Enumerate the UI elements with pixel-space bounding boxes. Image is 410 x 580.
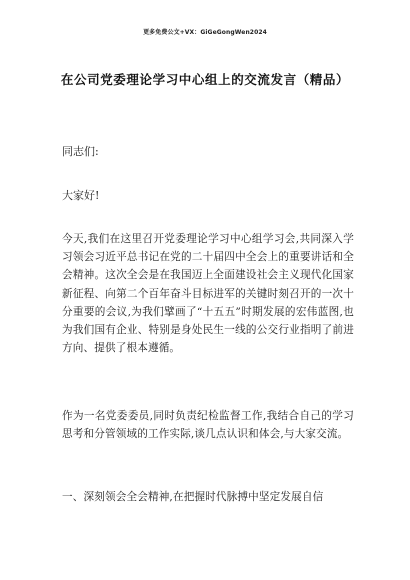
section-heading: 一、深刻领会全会精神,在把握时代脉搏中坚定发展自信 [62,491,324,503]
greeting: 大家好! [62,189,100,202]
body-paragraph-2: 作为一名党委委员,同时负责纪检监督工作,我结合自己的学习思考和分管领域的工作实际,谈几点认识和体会,与大家交流。 [62,410,354,441]
document-title: 在公司党委理论学习中心组上的交流发言（精品） [60,72,350,87]
header-note: 更多免费公文+VX：GiGeGongWen2024 [143,29,267,36]
salutation: 同志们: [62,145,99,158]
body-paragraph-1: 今天,我们在这里召开党委理论学习中心组学习会,共同深入学习领会习近平总书记在党的二十届四中全会上的重要讲话和全会精神。这次全会是在我国迈上全面建设社会主义现代化国家新征程、向第二个百年奋斗目标进军的关键时刻召开的一次十分重要的会议,为我们擘画了“十五五”时期发展的宏伟蓝图,也为我们国有企业、特别是身处民生一线的公交行业指明了前进方向、提供了根本遵循。 [62,233,354,355]
